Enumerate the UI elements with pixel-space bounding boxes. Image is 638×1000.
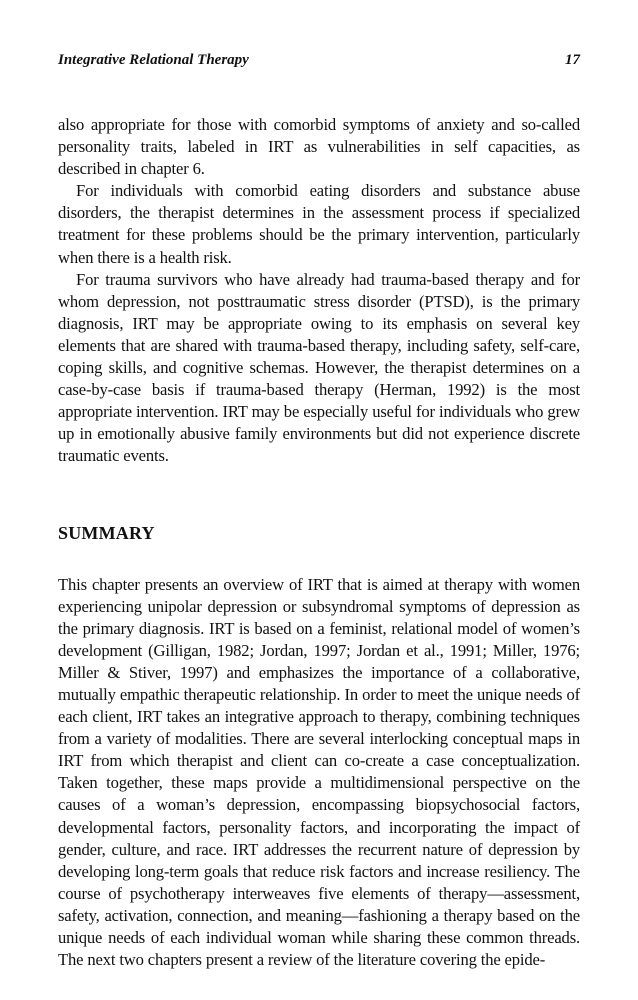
body-text (58, 114, 580, 468)
book-page (58, 52, 580, 971)
paragraph-comorbid-disorders: For individuals with comorbid eating disorders and substance abuse disorders, the therapist determines in the assessment process if specialized treatment for these problems should be the primary intervention, particularly when there is a health risk. (58, 181, 580, 267)
running-head (58, 52, 580, 76)
summary-paragraph: This chapter presents an overview of IRT that is aimed at therapy with women experiencing unipolar depression or subsyndromal symptoms of depression as the primary diagnosis. IRT is based on a feminist, relational model of women’s development (Gilligan, 1982; Jordan, 1997; Jordan et al., 1991; Miller, 1976; Miller & Stiver, 1997) and emphasizes the importance of a collaborative, mutually empathic therapeutic relationship. In order to meet the unique needs of each client, IRT takes an integrative approach to therapy, combining techniques from a variety of modalities. There are several interlocking conceptual maps in IRT from which therapist and client can co-create a case conceptualization. Taken together, these maps provide a multidimensional perspective on the causes of a woman’s depression, encompassing biopsychosocial factors, developmental factors, personality factors, and incorporating the impact of gender, culture, and race. IRT addresses the recurrent nature of depression by developing long-term goals that reduce risk factors and increase resiliency. The course of psychotherapy interweaves five elements of therapy—assessment, safety, activation, connection, and meaning—fashioning a therapy based on the unique needs of each individual woman while sharing these common threads. The next two chapters present a review of the literature covering the epide- (58, 574, 580, 970)
paragraph-trauma-survivors: For trauma survivors who have already had trauma-based therapy and for whom depression, not posttraumatic stress disorder (PTSD), is the primary diagnosis, IRT may be appropriate owing to its emphasis on several key elements that are shared with trauma-based therapy, including safety, self-care, coping skills, and cognitive schemas. However, the therapist determines on a case-by-case basis if trauma-based therapy (Herman, 1992) is the most appropriate intervention. IRT may be especially useful for individuals who grew up in emotionally abusive family environments but did not experience discrete traumatic events. (58, 269, 580, 466)
page-number: 17 (565, 52, 580, 68)
summary-section (58, 574, 580, 972)
section-heading-summary: SUMMARY (58, 522, 155, 543)
paragraph-continued: also appropriate for those with comorbid symptoms of anxiety and so-called personality traits, labeled in IRT as vulnerabilities in self capacities, as described in chapter 6. (58, 115, 580, 179)
running-head-title: Integrative Relational Therapy (58, 52, 249, 68)
